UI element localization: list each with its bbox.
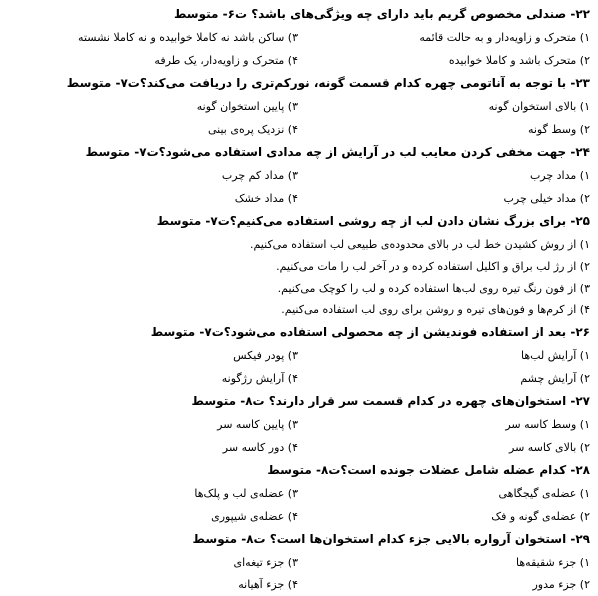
option-29-2: ۲) جزء مدور xyxy=(532,578,590,591)
question-title-26: ۲۶- بعد از استفاده فوندیشن از چه محصولی استفاده می‌شود؟ت۷- متوسط xyxy=(150,325,590,339)
option-23-2: ۲) وسط گونه xyxy=(527,123,590,136)
option-24-1: ۱) مداد چرب xyxy=(529,169,590,182)
option-29-3: ۳) جزء تیغه‌ای xyxy=(233,556,298,569)
question-title-25: ۲۵- برای بزرگ نشان دادن لب از چه روشی استفاده می‌کنیم؟ت۷- متوسط xyxy=(156,214,590,228)
question-title-29: ۲۹- استخوان آرواره بالایی جزء کدام استخوان‌ها است؟ ت۸- متوسط xyxy=(192,532,590,546)
option-25-2: ۲) از رژ لب براق و اکلیل استفاده کرده و در آخر لب را مات می‌کنیم. xyxy=(276,260,590,273)
option-24-2: ۲) مداد خیلی چرب xyxy=(503,192,590,205)
option-27-4: ۴) دور کاسه سر xyxy=(222,441,298,454)
question-title-28: ۲۸- کدام عضله شامل عضلات جونده است؟ت۸- متوسط xyxy=(267,463,590,477)
question-title-24: ۲۴- جهت مخفی کردن معایب لب در آرایش از چه مدادی استفاده می‌شود؟ت۷- متوسط xyxy=(85,145,590,159)
option-28-2: ۲) عضله‌ی گونه و فک xyxy=(491,510,590,523)
question-title-27: ۲۷- استخوان‌های چهره در کدام قسمت سر قرار دارند؟ ت۸- متوسط xyxy=(191,394,590,408)
option-25-3: ۳) از فون رنگ تیره روی لب‌ها استفاده کرده و لب را کوچک می‌کنیم. xyxy=(277,282,590,295)
option-25-1: ۱) از روش کشیدن خط لب در بالای محدوده‌ی طبیعی لب استفاده می‌کنیم. xyxy=(249,238,590,251)
option-23-4: ۴) نزدیک پره‌ی بینی xyxy=(207,123,298,136)
option-27-1: ۱) وسط کاسه سر xyxy=(505,418,590,431)
option-22-3: ۳) ساکن باشد نه کاملا خوابیده و نه کاملا نشسته xyxy=(78,31,298,44)
option-27-2: ۲) بالای کاسه سر xyxy=(509,441,590,454)
option-26-1: ۱) آرایش لب‌ها xyxy=(520,349,590,362)
option-26-4: ۴) آرایش رژگونه xyxy=(221,372,298,385)
option-22-2: ۲) متحرک باشد و کاملا خوابیده xyxy=(448,54,590,67)
question-title-23: ۲۳- با توجه به آناتومی چهره کدام قسمت گونه، نورکم‌تری را دریافت می‌کند؟ت۷- متوسط xyxy=(66,76,590,90)
option-25-4: ۴) از کرم‌ها و فون‌های تیره و روشن برای روی لب استفاده می‌کنیم. xyxy=(281,303,590,316)
option-24-4: ۴) مداد خشک xyxy=(234,192,298,205)
question-title-22: ۲۲- صندلی مخصوص گریم باید دارای چه ویژگی‌های باشد؟ ت۶- متوسط xyxy=(173,7,590,21)
option-28-1: ۱) عضله‌ی گیجگاهی xyxy=(498,487,590,500)
option-26-2: ۲) آرایش چشم xyxy=(520,372,590,385)
option-23-1: ۱) بالای استخوان گونه xyxy=(488,100,590,113)
option-22-4: ۴) متحرک و زاویه‌دار، یک طرفه xyxy=(154,54,298,67)
option-23-3: ۳) پایین استخوان گونه xyxy=(196,100,298,113)
option-24-3: ۳) مداد کم چرب xyxy=(221,169,298,182)
option-26-3: ۳) پودر فیکس xyxy=(233,349,298,362)
option-29-1: ۱) جزء شقیقه‌ها xyxy=(516,556,590,569)
option-28-4: ۴) عضله‌ی شیپوری xyxy=(211,510,298,523)
option-29-4: ۴) جزء آهیانه xyxy=(238,578,298,591)
option-28-3: ۳) عضله‌ی لب و پلک‌ها xyxy=(194,487,298,500)
option-27-3: ۳) پایین کاسه سر xyxy=(217,418,298,431)
option-22-1: ۱) متحرک و زاویه‌دار و به حالت قائمه xyxy=(419,31,590,44)
